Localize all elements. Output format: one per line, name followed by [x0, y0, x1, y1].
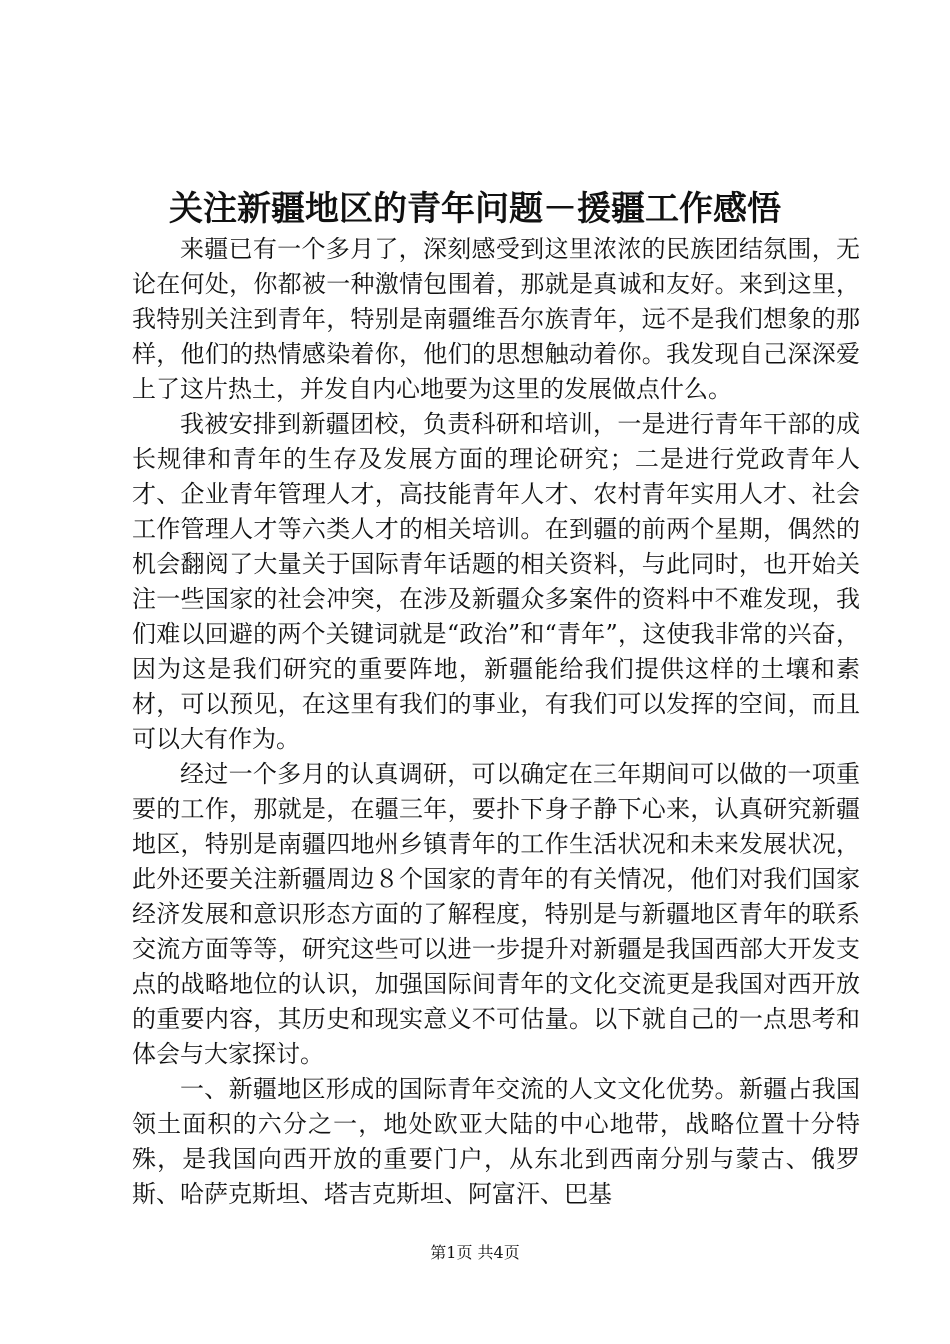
paragraph-4: 一、新疆地区形成的国际青年交流的人文文化优势。新疆占我国领土面积的六分之一，地处欧亚大陆的中心地带，战略位置十分特殊，是我国向西开放的重要门户，从东北到西南分别与蒙古、俄罗斯、哈萨克斯坦、塔吉克斯坦、阿富汗、巴基	[132, 1075, 860, 1208]
document-body	[132, 232, 860, 1212]
paragraph-3: 经过一个多月的认真调研，可以确定在三年期间可以做的一项重要的工作，那就是，在疆三年，要扑下身子静下心来，认真研究新疆地区，特别是南疆四地州乡镇青年的工作生活状况和未来发展状况，此外还要关注新疆周边８个国家的青年的有关情况，他们对我们国家经济发展和意识形态方面的了解程度，特别是与新疆地区青年的联系交流方面等等，研究这些可以进一步提升对新疆是我国西部大开发支点的战略地位的认识，加强国际间青年的文化交流更是我国对西开放的重要内容，其历史和现实意义不可估量。以下就自己的一点思考和体会与大家探讨。	[132, 760, 860, 1068]
page-footer	[0, 1242, 950, 1264]
page-number: 第1页	[430, 1243, 473, 1262]
paragraph-1: 来疆已有一个多月了，深刻感受到这里浓浓的民族团结氛围，无论在何处，你都被一种激情包围着，那就是真诚和友好。来到这里，我特别关注到青年，特别是南疆维吾尔族青年，远不是我们想象的那样，他们的热情感染着你，他们的思想触动着你。我发现自己深深爱上了这片热土，并发自内心地要为这里的发展做点什么。	[132, 235, 860, 403]
page-total: 共4页	[477, 1243, 520, 1262]
document-title: 关注新疆地区的青年问题－援疆工作感悟	[169, 189, 781, 229]
paragraph-2: 我被安排到新疆团校，负责科研和培训，一是进行青年干部的成长规律和青年的生存及发展方面的理论研究；二是进行党政青年人才、企业青年管理人才，高技能青年人才、农村青年实用人才、社会工作管理人才等六类人才的相关培训。在到疆的前两个星期，偶然的机会翻阅了大量关于国际青年话题的相关资料，与此同时，也开始关注一些国家的社会冲突，在涉及新疆众多案件的资料中不难发现，我们难以回避的两个关键词就是“政治”和“青年”，这使我非常的兴奋，因为这是我们研究的重要阵地，新疆能给我们提供这样的土壤和素材，可以预见，在这里有我们的事业，有我们可以发挥的空间，而且可以大有作为。	[132, 410, 860, 753]
